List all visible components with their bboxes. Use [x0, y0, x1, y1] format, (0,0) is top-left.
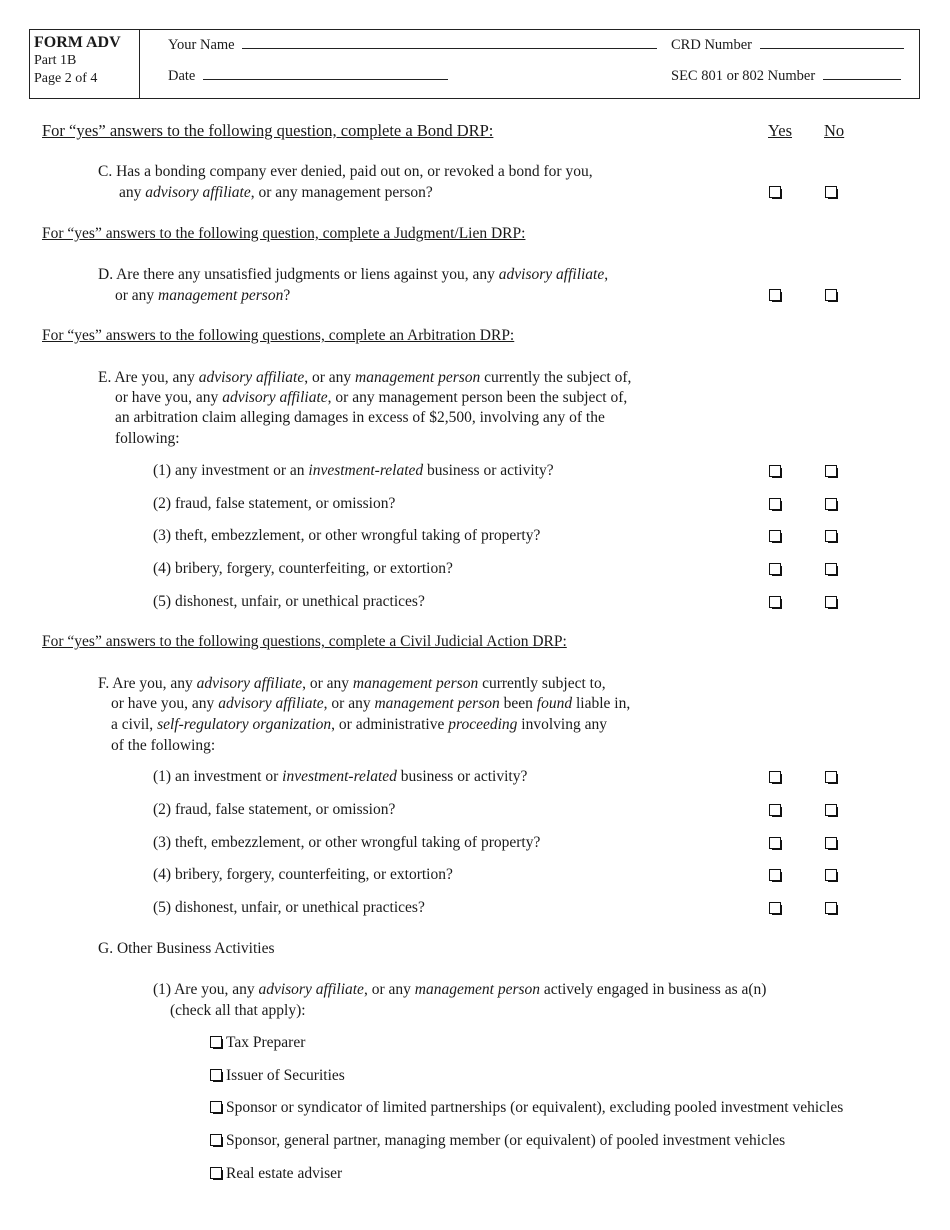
question-f4-no-checkbox[interactable]: [825, 869, 837, 881]
question-f2-yes-checkbox[interactable]: [769, 804, 781, 816]
your-name-field[interactable]: [242, 35, 657, 49]
question-f4-yes-checkbox[interactable]: [769, 869, 781, 881]
question-e1: (1) any investment or an investment-related business or activity?: [153, 462, 554, 479]
checkbox-icon[interactable]: [210, 1134, 222, 1146]
question-g1-line2: (check all that apply):: [170, 1002, 306, 1019]
checkbox-icon[interactable]: [210, 1101, 222, 1113]
question-e5-yes-checkbox[interactable]: [769, 596, 781, 608]
option-real-estate-adviser[interactable]: Real estate adviser: [210, 1165, 342, 1183]
question-f2: (2) fraud, false statement, or omission?: [153, 801, 396, 818]
question-e5-no-checkbox[interactable]: [825, 596, 837, 608]
crd-label: CRD Number: [671, 37, 752, 53]
yes-column-header: Yes: [768, 121, 793, 140]
question-f2-no-checkbox[interactable]: [825, 804, 837, 816]
question-e-line3: an arbitration claim alleging damages in excess of $2,500, involving any of the: [115, 409, 605, 426]
option-tax-preparer[interactable]: Tax Preparer: [210, 1034, 305, 1052]
question-d-no-checkbox[interactable]: [825, 289, 837, 301]
date-row: [168, 66, 448, 85]
question-e-line4: following:: [115, 430, 180, 447]
question-f-line4: of the following:: [111, 737, 216, 754]
civil-drp-heading: For “yes” answers to the following questions, complete a Civil Judicial Action DRP:: [42, 633, 567, 650]
question-f3: (3) theft, embezzlement, or other wrongful taking of property?: [153, 834, 541, 851]
judgment-drp-heading: For “yes” answers to the following question, complete a Judgment/Lien DRP:: [42, 225, 526, 242]
no-column-header: No: [824, 121, 845, 140]
question-f3-yes-checkbox[interactable]: [769, 837, 781, 849]
form-title: FORM ADV: [34, 34, 121, 51]
question-e2: (2) fraud, false statement, or omission?: [153, 495, 396, 512]
crd-row: [671, 35, 904, 54]
option-issuer-of-securities[interactable]: Issuer of Securities: [210, 1067, 345, 1085]
question-e2-no-checkbox[interactable]: [825, 498, 837, 510]
question-c-line1: C. Has a bonding company ever denied, paid out on, or revoked a bond for you,: [98, 163, 593, 180]
question-f1-yes-checkbox[interactable]: [769, 771, 781, 783]
sec-field[interactable]: [823, 66, 901, 80]
question-e4-no-checkbox[interactable]: [825, 563, 837, 575]
form-part: Part 1B: [34, 53, 77, 68]
question-f-line2: or have you, any advisory affiliate, or any management person been found liable in,: [111, 695, 631, 712]
page-number: Page 2 of 4: [34, 71, 98, 86]
question-e1-no-checkbox[interactable]: [825, 465, 837, 477]
question-f5-no-checkbox[interactable]: [825, 902, 837, 914]
date-label: Date: [168, 68, 196, 84]
question-e-line2: or have you, any advisory affiliate, or any management person been the subject of,: [115, 389, 628, 406]
your-name-row: [168, 35, 657, 54]
question-f1-no-checkbox[interactable]: [825, 771, 837, 783]
checkbox-icon[interactable]: [210, 1167, 222, 1179]
question-e2-yes-checkbox[interactable]: [769, 498, 781, 510]
checkbox-icon[interactable]: [210, 1069, 222, 1081]
option-sponsor-limited-partnerships[interactable]: Sponsor or syndicator of limited partnerships (or equivalent), excluding pooled investment vehicles: [210, 1099, 843, 1117]
question-f3-no-checkbox[interactable]: [825, 837, 837, 849]
option-sponsor-pooled-vehicles[interactable]: Sponsor, general partner, managing member (or equivalent) of pooled investment vehicles: [210, 1132, 785, 1150]
section-g-heading: G. Other Business Activities: [98, 940, 275, 957]
sec-row: [671, 66, 901, 85]
question-f-line3: a civil, self-regulatory organization, or administrative proceeding involving any: [111, 716, 607, 733]
question-e3: (3) theft, embezzlement, or other wrongful taking of property?: [153, 527, 541, 544]
bond-drp-heading: For “yes” answers to the following question, complete a Bond DRP:: [42, 121, 494, 140]
question-d-line1: D. Are there any unsatisfied judgments or liens against you, any advisory affiliate,: [98, 266, 609, 283]
question-f1: (1) an investment or investment-related business or activity?: [153, 768, 528, 785]
question-c-yes-checkbox[interactable]: [769, 186, 781, 198]
your-name-label: Your Name: [168, 37, 235, 53]
question-c-line2: any advisory affiliate, or any management person?: [119, 184, 433, 201]
question-e1-yes-checkbox[interactable]: [769, 465, 781, 477]
date-field[interactable]: [203, 66, 448, 80]
checkbox-icon[interactable]: [210, 1036, 222, 1048]
question-g1-line1: (1) Are you, any advisory affiliate, or any management person actively engaged in business as a(n): [153, 981, 767, 998]
question-e4: (4) bribery, forgery, counterfeiting, or extortion?: [153, 560, 453, 577]
question-f-line1: F. Are you, any advisory affiliate, or any management person currently subject to,: [98, 675, 606, 692]
question-f4: (4) bribery, forgery, counterfeiting, or extortion?: [153, 866, 453, 883]
question-d-yes-checkbox[interactable]: [769, 289, 781, 301]
question-d-line2: or any management person?: [115, 287, 291, 304]
question-f5: (5) dishonest, unfair, or unethical practices?: [153, 899, 425, 916]
question-e4-yes-checkbox[interactable]: [769, 563, 781, 575]
question-e5: (5) dishonest, unfair, or unethical practices?: [153, 593, 425, 610]
crd-field[interactable]: [760, 35, 904, 49]
question-f5-yes-checkbox[interactable]: [769, 902, 781, 914]
sec-label: SEC 801 or 802 Number: [671, 68, 816, 84]
form-header: [29, 29, 920, 99]
arbitration-drp-heading: For “yes” answers to the following questions, complete an Arbitration DRP:: [42, 327, 515, 344]
question-e-line1: E. Are you, any advisory affiliate, or any management person currently the subject of,: [98, 369, 632, 386]
form-id-block: [30, 30, 140, 98]
question-c-no-checkbox[interactable]: [825, 186, 837, 198]
question-e3-no-checkbox[interactable]: [825, 530, 837, 542]
question-e3-yes-checkbox[interactable]: [769, 530, 781, 542]
